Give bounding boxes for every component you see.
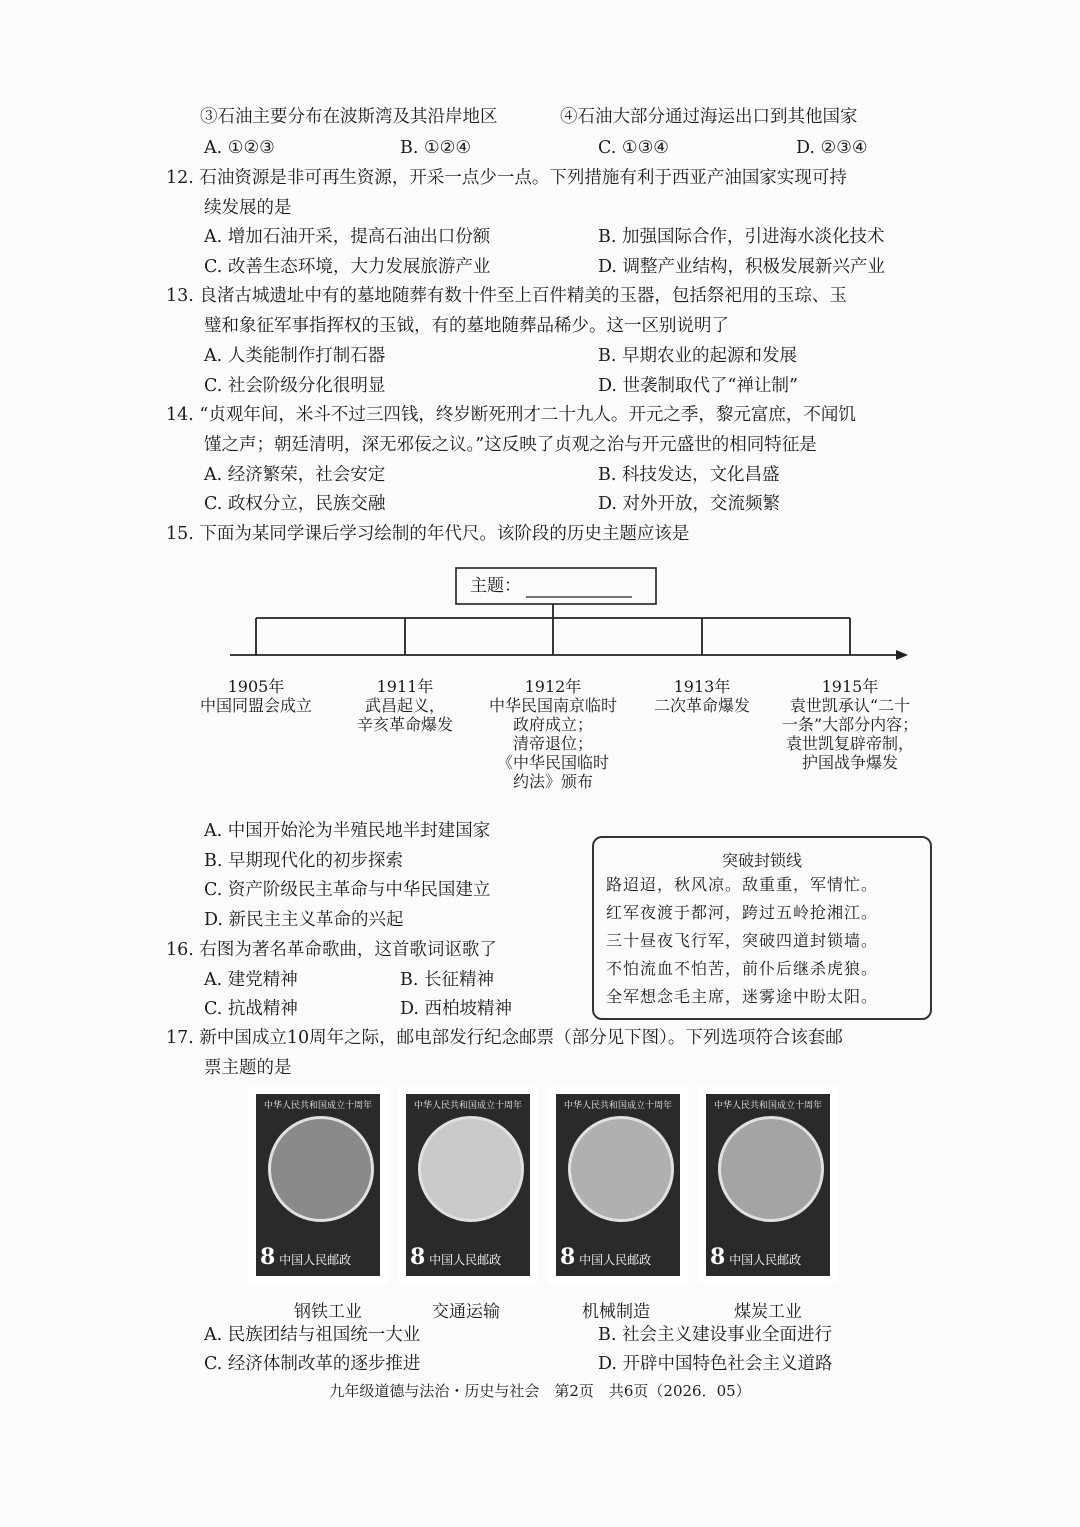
caption-machinery: 机械制造 [582,1302,650,1322]
q14-option-a: A. 经济繁荣，社会安定 [204,465,386,485]
lyrics-line: 路迢迢，秋风凉。敌重重，军情忙。 [606,875,879,894]
q11-item-3: ③石油主要分布在波斯湾及其沿岸地区 [200,107,498,127]
stamp-face [256,1094,380,1276]
stamp-image [568,1116,674,1222]
stamp-header: 中华人民共和国成立十周年 [413,1101,522,1111]
event-text: 武昌起义， [364,696,445,715]
timeline-event-1913 [642,677,762,715]
q17-option-a: A. 民族团结与祖国统一大业 [204,1325,421,1345]
q17-stem-line-1: 17. 新中国成立10周年之际，邮电部发行纪念邮票（部分见下图）。下列选项符合该套邮 [166,1028,843,1048]
stamp-denomination: 8 [710,1244,726,1270]
event-year: 1913年 [673,677,731,696]
stamp-transport [398,1086,538,1284]
q16-option-a: A. 建党精神 [204,970,298,990]
q11-option-a: A. ①②③ [204,138,275,158]
stamp-denomination: 8 [560,1244,576,1270]
q12-option-b: B. 加强国际合作，引进海水淡化技术 [598,227,885,247]
stamp-denomination: 8 [260,1244,276,1270]
q17-stem-line-2: 票主题的是 [204,1058,292,1078]
stamp-machinery [548,1086,688,1284]
caption-steel: 钢铁工业 [294,1302,362,1322]
timeline-event-1912 [473,677,633,791]
lyrics-line: 三十昼夜飞行军，突破四道封锁墙。 [606,931,879,950]
q16-option-d: D. 西柏坡精神 [400,999,513,1019]
event-year: 1915年 [821,677,879,696]
q15-option-b: B. 早期现代化的初步探索 [204,851,403,871]
stamp-country: 中国人民邮政 [729,1253,802,1267]
q13-stem-line-2: 璧和象征军事指挥权的玉钺，有的墓地随葬品稀少。这一区别说明了 [204,316,729,336]
q11-option-d: D. ②③④ [796,138,868,158]
q14-option-d: D. 对外开放，交流频繁 [598,494,781,514]
q17-option-c: C. 经济体制改革的逐步推进 [204,1354,421,1374]
event-text: 一条”大部分内容； [781,715,919,734]
q16-option-b: B. 长征精神 [400,970,494,990]
timeline-event-1915 [770,677,930,772]
q12-option-a: A. 增加石油开采，提高石油出口份额 [204,227,491,247]
q13-option-d: D. 世袭制取代了“禅让制” [598,376,798,396]
event-text: 清帝退位； [512,734,593,753]
q14-stem-line-2: 馑之声；朝廷清明，深无邪佞之议。”这反映了贞观之治与开元盛世的相同特征是 [204,435,817,455]
lyrics-line: 红军夜渡于都河，跨过五岭抢湘江。 [606,903,879,922]
stamp-coal [698,1086,838,1284]
lyrics-line: 不怕流血不怕苦，前仆后继杀虎狼。 [606,959,879,978]
stamp-country: 中国人民邮政 [429,1253,502,1267]
q12-stem-line-1: 12. 石油资源是非可再生资源，开采一点少一点。下列措施有利于西亚产油国家实现可持 [166,168,847,188]
stamp-header: 中华人民共和国成立十周年 [713,1101,822,1111]
page-footer: 九年级道德与法治・历史与社会 第2页 共6页（2026．05） [329,1382,751,1400]
q12-stem-line-2: 续发展的是 [204,198,292,218]
q13-option-c: C. 社会阶级分化很明显 [204,376,386,396]
q13-stem-line-1: 13. 良渚古城遗址中有的墓地随葬有数十件至上百件精美的玉器，包括祭祀用的玉琮、玉 [166,286,847,306]
stamp-face [556,1094,680,1276]
q15-stem: 15. 下面为某同学课后学习绘制的年代尺。该阶段的历史主题应该是 [166,524,690,544]
q14-stem-line-1: 14. “贞观年间，米斗不过三四钱，终岁断死刑才二十九人。开元之季，黎元富庶，不闻饥 [166,405,856,425]
stamp-country: 中国人民邮政 [579,1253,652,1267]
stamp-header: 中华人民共和国成立十周年 [563,1101,672,1111]
timeline-event-1911 [345,677,465,734]
event-text: 袁世凯承认“二十 [789,696,911,715]
q12-option-d: D. 调整产业结构，积极发展新兴产业 [598,257,886,277]
q12-option-c: C. 改善生态环境，大力发展旅游产业 [204,257,491,277]
event-text: 辛亥革命爆发 [356,715,453,734]
timeline-arrow-icon [896,650,908,660]
event-text: 中华民国南京临时 [488,696,617,715]
q17-option-b: B. 社会主义建设事业全面进行 [598,1325,832,1345]
stamp-footer [256,1244,384,1270]
stamp-header: 中华人民共和国成立十周年 [263,1101,372,1111]
stamp-denomination: 8 [410,1244,426,1270]
stamp-image [418,1116,524,1222]
event-text: 约法》颁布 [512,772,593,791]
q15-option-c: C. 资产阶级民主革命与中华民国建立 [204,880,491,900]
stamp-country: 中国人民邮政 [279,1253,352,1267]
q11-option-b: B. ①②④ [400,138,472,158]
event-year: 1905年 [227,677,285,696]
event-year: 1912年 [524,677,582,696]
q13-option-b: B. 早期农业的起源和发展 [598,346,797,366]
stamp-face [406,1094,530,1276]
stamp-set [248,1086,840,1284]
lyrics-line: 全军想念毛主席，迷雾途中盼太阳。 [606,987,879,1006]
event-text: 二次革命爆发 [653,696,750,715]
stamp-image [718,1116,824,1222]
song-lyrics-box [592,836,932,1020]
q11-item-4: ④石油大部分通过海运出口到其他国家 [560,107,858,127]
q11-option-c: C. ①③④ [598,138,669,158]
event-text: 中国同盟会成立 [199,696,312,715]
stamp-footer [406,1244,534,1270]
q16-stem: 16. 右图为著名革命歌曲，这首歌词讴歌了 [166,940,497,960]
q16-option-c: C. 抗战精神 [204,999,298,1019]
event-text: 政府成立； [512,715,593,734]
q13-option-a: A. 人类能制作打制石器 [204,346,386,366]
caption-transport: 交通运输 [432,1302,500,1322]
q14-option-b: B. 科技发达，文化昌盛 [598,465,780,485]
q15-option-d: D. 新民主主义革命的兴起 [204,910,404,930]
q17-option-d: D. 开辟中国特色社会主义道路 [598,1354,833,1374]
stamp-steel [248,1086,388,1284]
event-text: 《中华民国临时 [496,753,609,772]
caption-coal: 煤炭工业 [734,1302,802,1322]
song-title: 突破封锁线 [721,851,802,870]
event-text: 护国战争爆发 [801,753,898,772]
event-year: 1911年 [376,677,434,696]
stamp-footer [556,1244,684,1270]
stamp-footer [706,1244,834,1270]
stamp-face [706,1094,830,1276]
q14-option-c: C. 政权分立，民族交融 [204,494,386,514]
theme-label: 主题： [470,576,521,596]
timeline-event-1905 [196,677,316,715]
stamp-image [268,1116,374,1222]
q15-option-a: A. 中国开始沦为半殖民地半封建国家 [204,821,491,841]
event-text: 袁世凯复辟帝制， [785,734,914,753]
